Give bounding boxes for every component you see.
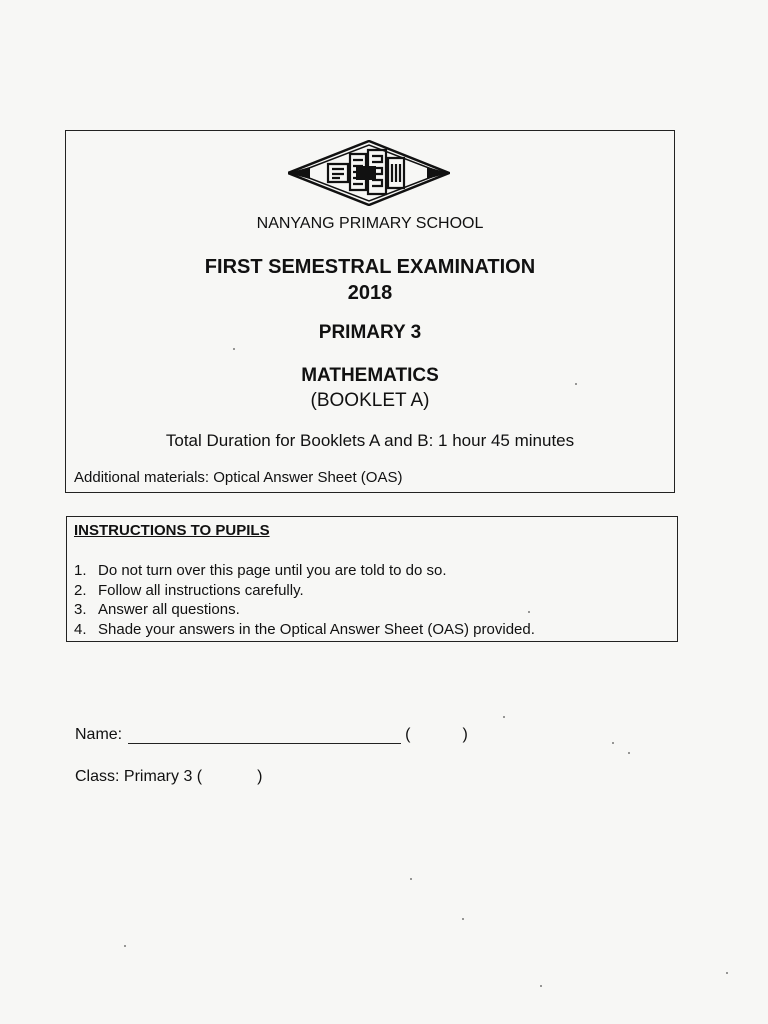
scan-speck <box>410 878 412 880</box>
name-label: Name: <box>75 726 123 743</box>
instruction-number: 4. <box>74 620 87 638</box>
additional-materials: Additional materials: Optical Answer Sheet (OAS) <box>74 469 403 486</box>
instruction-number: 2. <box>74 581 87 599</box>
instruction-item <box>74 620 535 640</box>
instruction-item <box>74 581 535 601</box>
register-number-close: ) <box>462 726 468 743</box>
scan-speck <box>528 611 530 613</box>
name-blank-line[interactable] <box>128 729 401 744</box>
instructions-heading: INSTRUCTIONS TO PUPILS <box>74 522 270 539</box>
instruction-text: Answer all questions. <box>98 601 240 618</box>
register-number-open: ( <box>405 726 411 743</box>
booklet-label: (BOOKLET A) <box>310 390 430 411</box>
scan-speck <box>540 985 542 987</box>
duration-text: Total Duration for Booklets A and B: 1 hour 45 minutes <box>165 431 575 450</box>
scan-speck <box>726 972 728 974</box>
exam-year: 2018 <box>347 282 393 304</box>
instruction-number: 3. <box>74 601 87 618</box>
instruction-item <box>74 561 535 581</box>
instruction-item <box>74 600 535 620</box>
scan-speck <box>233 348 235 350</box>
scan-speck <box>503 716 505 718</box>
scan-speck <box>575 383 577 385</box>
scan-speck <box>612 742 614 744</box>
instruction-text: Follow all instructions carefully. <box>98 581 304 599</box>
class-paren-close: ) <box>257 768 263 785</box>
instruction-number: 1. <box>74 562 87 579</box>
instruction-text: Do not turn over this page until you are told to do so. <box>98 562 447 579</box>
class-field-row <box>75 768 262 786</box>
scan-speck <box>628 752 630 754</box>
instruction-text: Shade your answers in the Optical Answer Sheet (OAS) provided. <box>98 620 535 638</box>
instructions-list <box>74 561 535 639</box>
scan-speck <box>462 918 464 920</box>
name-field-row <box>75 726 468 744</box>
school-name: NANYANG PRIMARY SCHOOL <box>256 215 484 232</box>
class-label: Class: Primary 3 ( <box>75 768 203 785</box>
scan-speck <box>124 945 126 947</box>
level-label: PRIMARY 3 <box>318 322 422 343</box>
school-logo-icon <box>288 140 450 206</box>
exam-title: FIRST SEMESTRAL EXAMINATION <box>204 256 536 278</box>
subject-label: MATHEMATICS <box>301 365 439 386</box>
